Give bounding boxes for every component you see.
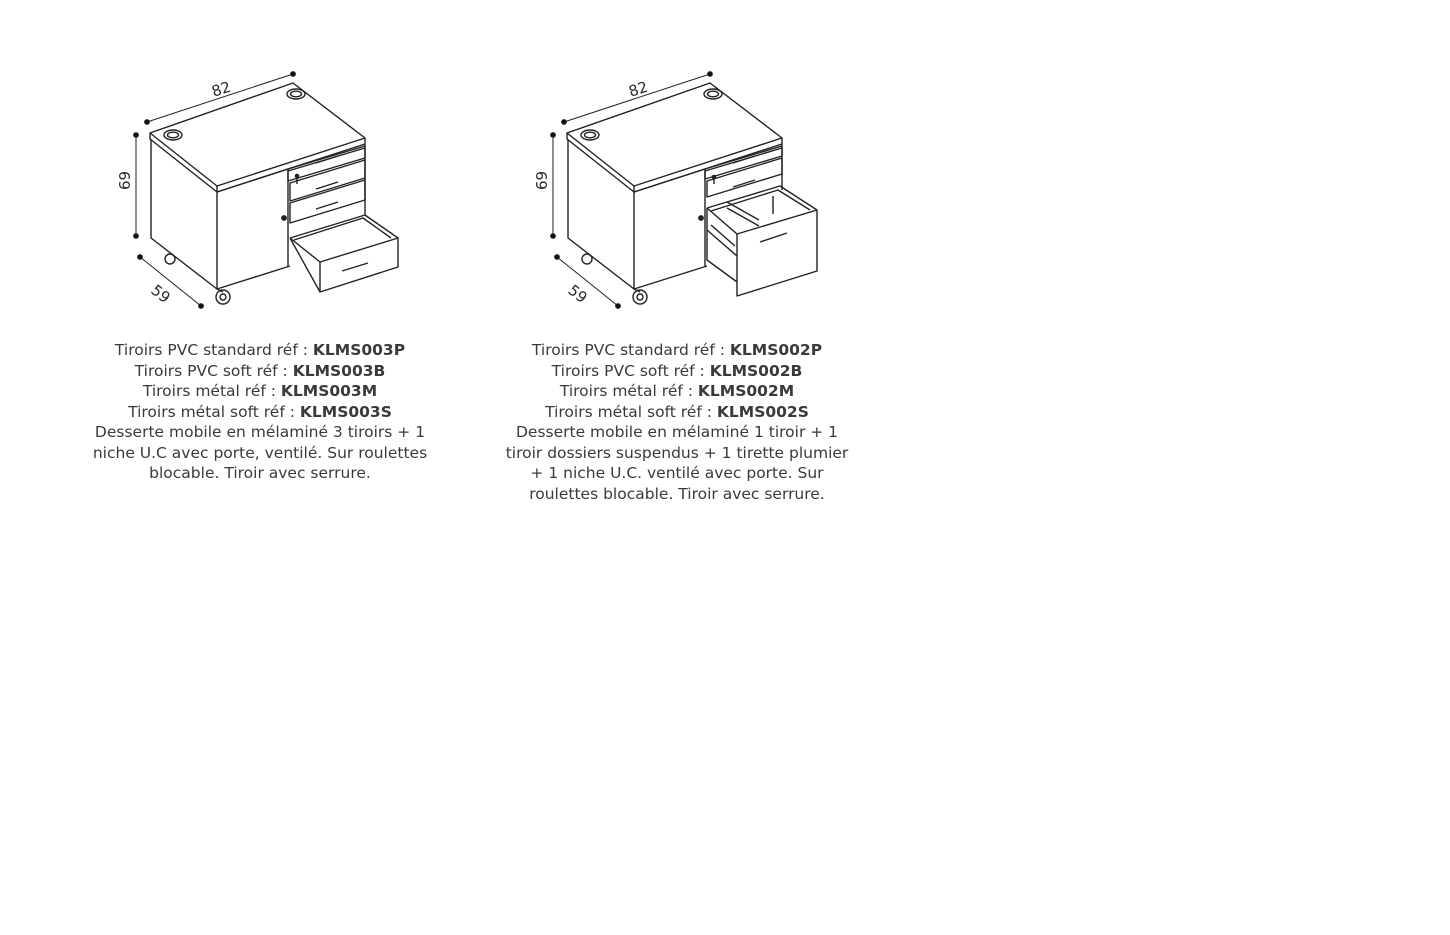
product-drawing-3-drawers [80,60,440,330]
ref-code: KLMS003B [292,361,386,380]
ref-code: KLMS003P [312,341,406,359]
product-description: Desserte mobile en mélaminé 3 tiroirs + 1 niche U.C avec porte, ventilé. Sur roulettes blocable. Tiroir avec serrure. [92,423,428,482]
product-card-klms003 [80,60,440,484]
dim-width-label: 82 [209,77,234,101]
spec-line-pvc-soft: Tiroirs PVC soft réf : KLMS003B [134,361,386,380]
ref-code: KLMS002B [709,361,803,380]
dim-height-label: 69 [533,170,551,190]
spec-line-pvc-soft: Tiroirs PVC soft réf : KLMS002B [551,361,803,380]
dim-height-label: 69 [116,170,134,190]
ref-code: KLMS003M [280,382,378,400]
dim-depth-label: 59 [147,280,174,307]
product-card-klms002 [497,60,857,504]
spec-line-pvc-standard: Tiroirs PVC standard réf : KLMS002P [531,341,823,359]
spec-line-pvc-standard: Tiroirs PVC standard réf : KLMS003P [114,341,406,359]
dim-width-label: 82 [626,77,651,101]
product-specs [497,340,857,504]
ref-code: KLMS003S [299,402,392,421]
ref-code: KLMS002M [697,382,795,400]
spec-line-metal-soft: Tiroirs métal soft réf : KLMS003S [128,402,392,421]
product-drawing-filing-drawer [497,60,857,330]
cabinet-filing-drawer-illustration [497,60,857,330]
product-specs [80,340,440,484]
product-description: Desserte mobile en mélaminé 1 tiroir + 1 tiroir dossiers suspendus + 1 tirette plumier + 1 niche U.C. ventilé avec porte. Sur roulettes blocable. Tiroir avec serrure. [505,423,849,503]
cabinet-3-drawers-illustration [80,60,440,330]
ref-code: KLMS002P [729,341,823,359]
spec-line-metal-soft: Tiroirs métal soft réf : KLMS002S [545,402,809,421]
dim-depth-label: 59 [564,280,591,307]
spec-line-metal: Tiroirs métal réf : KLMS003M [142,382,378,400]
ref-code: KLMS002S [716,402,809,421]
spec-line-metal: Tiroirs métal réf : KLMS002M [559,382,795,400]
